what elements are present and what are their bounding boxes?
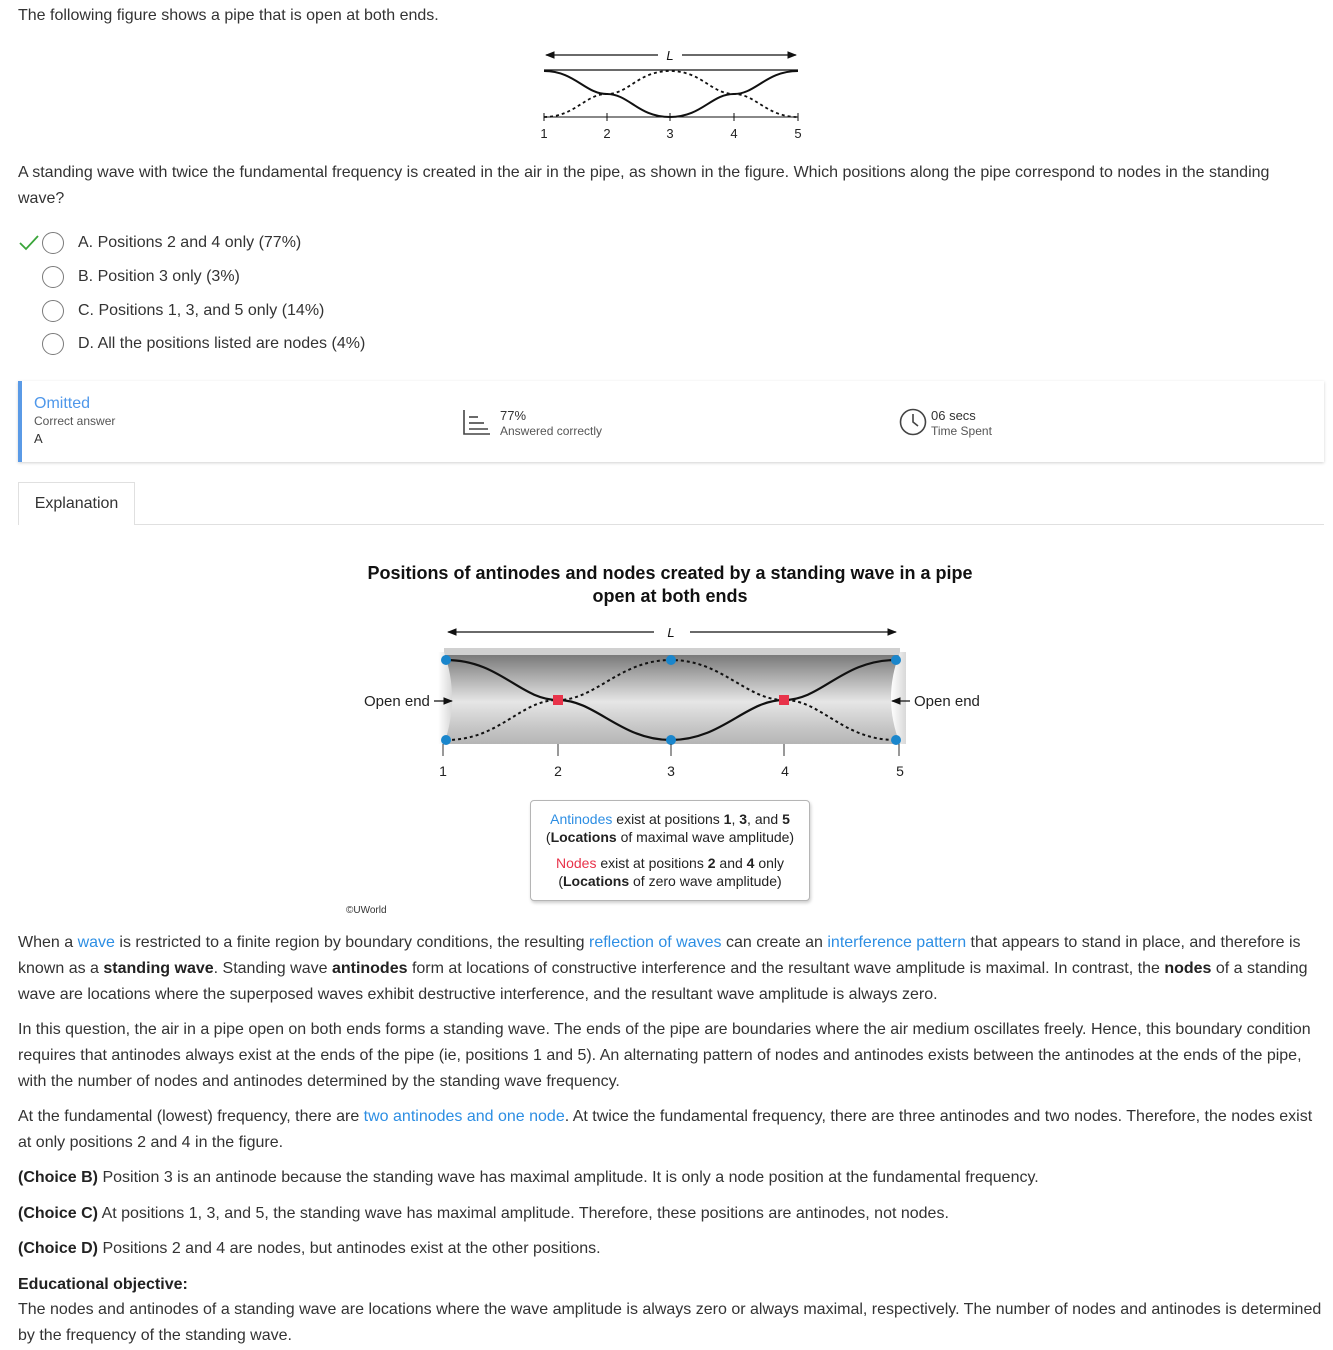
bar-chart-icon <box>462 408 492 436</box>
position-label: 3 <box>667 763 675 779</box>
position-label: 2 <box>554 763 562 779</box>
legend-box <box>530 800 810 901</box>
explanation-choice-c: (Choice C) At positions 1, 3, and 5, the standing wave has maximal amplitude. Therefore, these positions are antinodes, not nodes. <box>18 1205 949 1222</box>
explanation-paragraph-2: In this question, the air in a pipe open on both ends forms a standing wave. The ends of the pipe are boundaries where the air medium oscillates freely. Hence, this boundary condition requires that antinodes always exist at the ends of the pipe (ie, positions 1 and 5). An alternating pattern of nodes and antinodes exists between the antinodes at the ends of the pipe, with the number of nodes and antinodes determined by the standing wave frequency. <box>18 1021 1311 1090</box>
correct-answer-value: A <box>34 431 43 446</box>
status-omitted: Omitted <box>34 395 91 412</box>
choice-text: Positions 1, 3, and 5 only <box>98 302 278 319</box>
choice-d[interactable] <box>18 327 438 361</box>
radio-button[interactable] <box>42 266 64 288</box>
length-label: L <box>666 48 674 63</box>
tab-explanation[interactable]: Explanation <box>18 482 135 525</box>
antinode-marker <box>891 735 901 745</box>
position-label: 3 <box>666 126 674 141</box>
position-label: 4 <box>730 126 738 141</box>
legend-antinodes: Antinodes exist at positions 1, 3, and 5 <box>550 811 790 827</box>
position-label: 5 <box>896 763 904 779</box>
question-figure <box>530 40 810 146</box>
position-label: 2 <box>603 126 611 141</box>
open-end-left-label: Open end <box>364 693 430 710</box>
link-wave[interactable]: wave <box>77 934 115 951</box>
tab-divider <box>135 524 1324 525</box>
choice-c[interactable] <box>18 294 438 328</box>
explanation-paragraph-3: At the fundamental (lowest) frequency, there are two antinodes and one node. At twice the fundamental frequency, there are three antinodes and two nodes. Therefore, the nodes exist at only positions 2 and 4 in the figure. <box>18 1108 1313 1151</box>
pipe-diagram <box>350 618 1000 788</box>
node-marker <box>553 695 563 705</box>
figure-title-line2: open at both ends <box>592 586 748 606</box>
link-interference-pattern[interactable]: interference pattern <box>827 934 967 951</box>
educational-objective-text: The nodes and antinodes of a standing wave are locations where the wave amplitude is always zero or always maximal, respectively. The number of nodes and antinodes is determined by the frequency of the standing wave. <box>18 1301 1322 1344</box>
antinode-marker <box>666 735 676 745</box>
choice-b[interactable] <box>18 260 438 294</box>
position-label: 5 <box>794 126 802 141</box>
time-spent: 06 secs <box>931 408 976 423</box>
antinode-marker <box>666 655 676 665</box>
antinode-marker <box>441 735 451 745</box>
figure-title <box>340 562 1000 608</box>
percent-correct: 77% <box>500 408 527 423</box>
figure-title-line1: Positions of antinodes and nodes created by a standing wave in a pipe <box>367 563 973 583</box>
copyright: ©UWorld <box>346 905 387 916</box>
position-ticks <box>443 744 899 756</box>
open-end-right-label: Open end <box>914 693 980 710</box>
choice-letter: A. <box>78 234 94 251</box>
correct-check-icon <box>18 232 40 254</box>
legend-nodes-sub: (Locations of zero wave amplitude) <box>558 873 782 889</box>
radio-button[interactable] <box>42 333 64 355</box>
antinode-marker <box>441 655 451 665</box>
time-spent-label: Time Spent <box>931 424 992 438</box>
clock-icon <box>898 407 928 437</box>
length-label: L <box>667 625 675 640</box>
choice-a[interactable] <box>18 226 438 260</box>
antinodes-term: Antinodes <box>550 811 613 827</box>
question-stem: The following figure shows a pipe that is open at both ends. <box>18 7 439 24</box>
choice-letter: B. <box>78 268 94 285</box>
choice-percent: (3%) <box>206 268 240 285</box>
pipe-top-rim <box>444 648 900 655</box>
choice-text: All the positions listed are nodes <box>97 335 328 352</box>
link-two-antinodes-one-node[interactable]: two antinodes and one node <box>363 1108 565 1125</box>
explanation-choice-b: (Choice B) Position 3 is an antinode because the standing wave has maximal amplitude. It is only a node position at the fundamental frequency. <box>18 1169 1039 1186</box>
radio-button[interactable] <box>42 232 64 254</box>
position-label: 1 <box>439 763 447 779</box>
choice-percent: (4%) <box>331 335 366 352</box>
radio-button[interactable] <box>42 300 64 322</box>
wave-solid <box>544 71 798 117</box>
position-label: 4 <box>781 763 789 779</box>
nodes-term: Nodes <box>555 855 597 871</box>
question-text: A standing wave with twice the fundamental frequency is created in the air in the pipe, as shown in the figure. Which positions along the pipe correspond to nodes in the standing wave? <box>18 164 1270 207</box>
link-reflection-of-waves[interactable]: reflection of waves <box>589 934 722 951</box>
choice-letter: C. <box>78 302 94 319</box>
percent-correct-label: Answered correctly <box>500 424 603 438</box>
choice-percent: (77%) <box>258 234 302 251</box>
legend-antinodes-sub: (Locations of maximal wave amplitude) <box>545 829 795 845</box>
position-label: 1 <box>540 126 548 141</box>
educational-objective-title: Educational objective: <box>18 1276 188 1293</box>
choice-text: Positions 2 and 4 only <box>97 234 255 251</box>
legend-nodes: Nodes exist at positions 2 and 4 only <box>555 855 785 871</box>
wave-dashed <box>544 71 798 117</box>
antinode-marker <box>891 655 901 665</box>
explanation-paragraph-1: When a wave is restricted to a finite region by boundary conditions, the resulting reflection of waves can create an interference pattern that appears to stand in place, and therefore is known as a standing wave. Standing wave antinodes form at locations of constructive interference and the resultant wave amplitude is maximal. In contrast, the nodes of a standing wave are locations where the superposed waves exhibit destructive interference, and the resultant wave amplitude is always zero. <box>18 934 1308 1003</box>
choice-text: Position 3 only <box>97 268 202 285</box>
choice-percent: (14%) <box>281 302 325 319</box>
explanation-choice-d: (Choice D) Positions 2 and 4 are nodes, but antinodes exist at the other positions. <box>18 1240 601 1257</box>
answer-stats-panel <box>18 381 1324 462</box>
correct-answer-label: Correct answer <box>34 414 116 428</box>
node-marker <box>779 695 789 705</box>
choice-letter: D. <box>78 335 94 352</box>
